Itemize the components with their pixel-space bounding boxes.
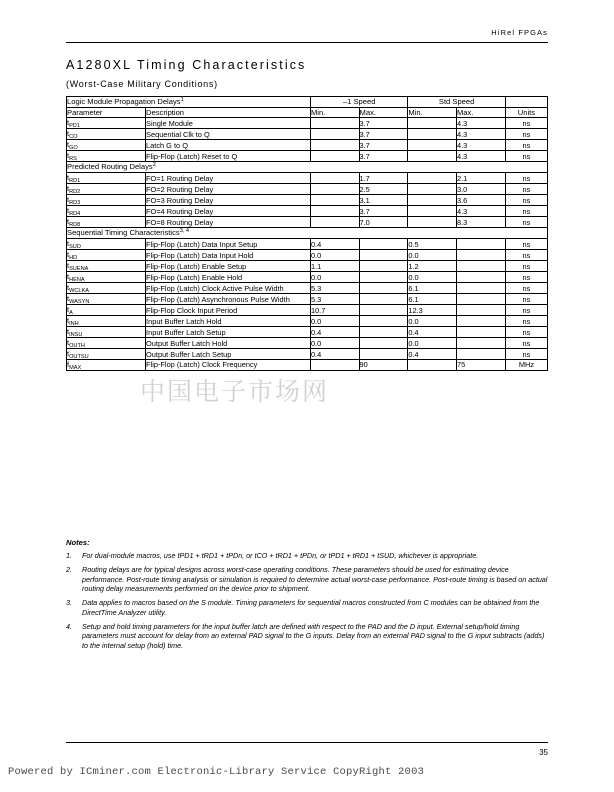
row-min-speed2 [408,151,457,162]
row-min-speed1 [310,140,359,151]
table-row [67,349,548,360]
row-min-speed2: 0.4 [408,327,457,338]
row-min-speed1: 0.0 [310,250,359,261]
row-max-speed1 [359,239,408,250]
row-max-speed2 [456,294,505,305]
row-description: Flip-Flop (Latch) Data Input Setup [146,239,311,250]
row-max-speed2 [456,250,505,261]
table-row [67,206,548,217]
notes-block [66,538,548,655]
row-min-speed1: 0.4 [310,349,359,360]
row-parameter: $t_{RD1}$ [67,173,146,184]
table-row [67,327,548,338]
row-min-speed1: 0.0 [310,272,359,283]
row-max-speed2: 8.3 [456,217,505,228]
table-group-header-row [67,97,548,108]
row-min-speed1 [310,217,359,228]
row-parameter: $t_{HENA}$ [67,272,146,283]
row-parameter: $t_{OUTSU}$ [67,349,146,360]
table-row [67,239,548,250]
table-row [67,151,548,162]
row-parameter: $t_{INH}$ [67,316,146,327]
note-item [66,622,548,651]
row-max-speed1 [359,250,408,261]
row-min-speed1: 1.1 [310,261,359,272]
row-min-speed1: 10.7 [310,305,359,316]
note-text: For dual-module macros, use tPD1 + tRD1 + tPDn, or tCO + tRD1 + tPDn, or tPD1 + tRD1 + tSUD, whichever is appropriate. [82,551,479,561]
table-row [67,338,548,349]
row-units: ns [505,349,547,360]
row-max-speed2: 3.6 [456,195,505,206]
timing-characteristics-table [66,96,548,371]
row-description: Flip-Flop (Latch) Reset to Q [146,151,311,162]
row-units: ns [505,140,547,151]
row-units: ns [505,294,547,305]
row-units: ns [505,118,547,129]
row-max-speed2: 4.3 [456,151,505,162]
row-min-speed1: 5.3 [310,294,359,305]
row-units: ns [505,239,547,250]
row-min-speed2: 0.5 [408,239,457,250]
row-max-speed1 [359,272,408,283]
row-units: ns [505,261,547,272]
row-max-speed1 [359,305,408,316]
row-max-speed1 [359,316,408,327]
note-text: Data applies to macros based on the S module. Timing parameters for sequential macros constructed from C modules can be obtained from the DirectTime Analyzer utility. [82,598,540,617]
note-text: Setup and hold timing parameters for the input buffer latch are defined with respect to the PAD and the D input. External setup/hold timing parameters must account for delay from an external PAD signal to the G inputs. Delay from an external PAD signal to the G input subtracts (adds) to the internal setup (hold) time. [82,621,545,650]
row-min-speed2: 6.1 [408,283,457,294]
row-max-speed2 [456,316,505,327]
row-max-speed2 [456,349,505,360]
table-row [67,316,548,327]
row-max-speed1 [359,283,408,294]
table-row [67,217,548,228]
row-max-speed1: 90 [359,360,408,371]
row-min-speed2 [408,129,457,140]
row-min-speed1 [310,129,359,140]
notes-heading: Notes: [66,538,90,547]
col-max-speed1: Max. [359,107,408,117]
row-min-speed1 [310,184,359,195]
row-min-speed2 [408,206,457,217]
row-description: FO=1 Routing Delay [146,173,311,184]
running-head: HiRel FPGAs [491,28,548,37]
row-min-speed2: 1.2 [408,261,457,272]
row-max-speed2 [456,239,505,250]
row-min-speed2: 0.0 [408,338,457,349]
row-description: Flip-Flop (Latch) Clock Active Pulse Width [146,283,311,294]
table-section-header-row [67,228,548,239]
row-max-speed1: 3.1 [359,195,408,206]
row-min-speed2: 6.1 [408,294,457,305]
row-units: ns [505,327,547,338]
table-row [67,250,548,261]
row-max-speed2 [456,272,505,283]
row-max-speed2 [456,261,505,272]
row-min-speed2 [408,140,457,151]
row-units: ns [505,250,547,261]
row-min-speed1 [310,206,359,217]
table-row [67,173,548,184]
row-max-speed1: 3.7 [359,118,408,129]
row-max-speed1: 3.7 [359,129,408,140]
watermark-text: 中国电子市场网 [140,377,330,406]
table-row [67,272,548,283]
col-max-speed2: Max. [456,107,505,117]
row-parameter: $t_{SUD}$ [67,239,146,250]
row-units: ns [505,338,547,349]
row-parameter: $t_{SUENA}$ [67,261,146,272]
note-item [66,598,548,617]
row-max-speed2: 4.3 [456,118,505,129]
note-text: Routing delays are for typical designs across worst-case operating conditions. These parameters should be used for estimating device performance. Post-route timing analysis or simulation is required to determine actual worst-case performance. Post-route timing is based on actual routing delay measurements performed on the device prior to shipment. [82,564,548,594]
row-units: ns [505,316,547,327]
note-number: 1. [66,551,72,561]
row-min-speed2: 0.0 [408,272,457,283]
row-max-speed2: 4.3 [456,206,505,217]
row-min-speed2 [408,173,457,184]
row-max-speed1 [359,338,408,349]
row-units: ns [505,206,547,217]
table-row [67,184,548,195]
col-min-speed2: Min. [408,107,457,117]
table-row [67,294,548,305]
col-units: Units [505,107,547,117]
note-item [66,565,548,594]
table-row [67,261,548,272]
row-min-speed2: 0.0 [408,316,457,327]
row-description: Sequential Clk to Q [146,129,311,140]
row-max-speed2 [456,338,505,349]
row-min-speed1: 0.0 [310,338,359,349]
row-description: Single Module [146,118,311,129]
row-parameter: $t_{OUTH}$ [67,338,146,349]
row-parameter: $t_{RD3}$ [67,195,146,206]
row-max-speed2: 3.0 [456,184,505,195]
row-units: ns [505,272,547,283]
row-description: Input Buffer Latch Setup [146,327,311,338]
row-max-speed1: 3.7 [359,206,408,217]
row-min-speed1 [310,360,359,371]
section-title-cell: Logic Module Propagation Delays$^1$ [67,97,311,108]
row-description: Flip-Flop (Latch) Asynchronous Pulse Width [146,294,311,305]
row-units: ns [505,151,547,162]
row-parameter: $t_{RD4}$ [67,206,146,217]
row-description: Latch G to Q [146,140,311,151]
header-divider [66,42,548,43]
row-parameter: $t_{PD1}$ [67,118,146,129]
row-min-speed1: 0.4 [310,239,359,250]
speed1-group-header: –1 Speed [310,97,407,108]
table-row [67,360,548,371]
row-min-speed1 [310,151,359,162]
table-row [67,118,548,129]
row-units: ns [505,305,547,316]
row-units: ns [505,173,547,184]
row-min-speed1: 5.3 [310,283,359,294]
row-min-speed2: 12.3 [408,305,457,316]
row-max-speed1 [359,349,408,360]
note-number: 3. [66,598,72,608]
row-description: Flip-Flop (Latch) Data Input Hold [146,250,311,261]
row-parameter: $t_{WASYN}$ [67,294,146,305]
row-units: ns [505,129,547,140]
row-max-speed2: 2.1 [456,173,505,184]
row-description: FO=2 Routing Delay [146,184,311,195]
col-parameter: Parameter [67,107,146,117]
row-min-speed2 [408,360,457,371]
row-max-speed1: 3.7 [359,151,408,162]
row-max-speed1: 1.7 [359,173,408,184]
row-min-speed2 [408,118,457,129]
row-parameter: $t_{GO}$ [67,140,146,151]
page-title: A1280XL Timing Characteristics [66,58,307,72]
row-max-speed1 [359,327,408,338]
row-max-speed2 [456,283,505,294]
row-max-speed2 [456,305,505,316]
footer-divider [66,742,548,743]
col-min-speed1: Min. [310,107,359,117]
row-max-speed1 [359,261,408,272]
row-parameter: $t_{CO}$ [67,129,146,140]
row-description: Flip-Flop Clock Input Period [146,305,311,316]
row-min-speed2: 0.0 [408,250,457,261]
row-description: Input Buffer Latch Hold [146,316,311,327]
row-min-speed1 [310,118,359,129]
row-max-speed1: 2.5 [359,184,408,195]
row-min-speed2 [408,195,457,206]
row-units: ns [505,283,547,294]
row-description: Flip-Flop (Latch) Enable Setup [146,261,311,272]
row-description: FO=8 Routing Delay [146,217,311,228]
table-row [67,140,548,151]
row-max-speed2: 4.3 [456,129,505,140]
row-min-speed1: 0.4 [310,327,359,338]
row-units: ns [505,217,547,228]
table-row [67,283,548,294]
note-item [66,551,548,561]
speed2-group-header: Std Speed [408,97,505,108]
row-units: ns [505,195,547,206]
row-min-speed2: 0.4 [408,349,457,360]
table-row [67,195,548,206]
row-parameter: $t_{HD}$ [67,250,146,261]
row-min-speed1 [310,195,359,206]
row-max-speed1 [359,294,408,305]
row-description: FO=4 Routing Delay [146,206,311,217]
col-description: Description [146,107,311,117]
note-number: 2. [66,564,72,574]
note-number: 4. [66,621,72,631]
row-min-speed2 [408,217,457,228]
row-units: ns [505,184,547,195]
table-row [67,129,548,140]
row-parameter: $f_{MAX}$ [67,360,146,371]
section-title-cell: Sequential Timing Characteristics$^{3, 4}$ [67,228,548,239]
row-description: Flip-Flop (Latch) Clock Frequency [146,360,311,371]
row-max-speed2: 4.3 [456,140,505,151]
row-parameter: $t_{RS}$ [67,151,146,162]
row-parameter: $t_{INSU}$ [67,327,146,338]
footer-banner: Powered by ICminer.com Electronic-Library Service CopyRight 2003 [8,766,425,778]
row-parameter: $t_{WCLKA}$ [67,283,146,294]
units-group-header-blank [505,97,547,108]
row-max-speed1: 3.7 [359,140,408,151]
row-units: MHz [505,360,547,371]
row-description: Flip-Flop (Latch) Enable Hold [146,272,311,283]
row-min-speed2 [408,184,457,195]
row-max-speed2: 75 [456,360,505,371]
section-title-cell: Predicted Routing Delays$^2$ [67,162,548,173]
row-max-speed2 [456,327,505,338]
row-min-speed1 [310,173,359,184]
row-min-speed1: 0.0 [310,316,359,327]
page-number: 35 [539,748,548,757]
row-description: Output Buffer Latch Hold [146,338,311,349]
table-column-header-row [67,107,548,117]
table-row [67,305,548,316]
row-parameter: $t_{RD2}$ [67,184,146,195]
row-description: Output Buffer Latch Setup [146,349,311,360]
row-parameter: $t_{RD8}$ [67,217,146,228]
table-section-header-row [67,162,548,173]
row-description: FO=3 Routing Delay [146,195,311,206]
page-subtitle: (Worst-Case Military Conditions) [66,79,218,89]
row-max-speed1: 7.0 [359,217,408,228]
row-parameter: $t_A$ [67,305,146,316]
